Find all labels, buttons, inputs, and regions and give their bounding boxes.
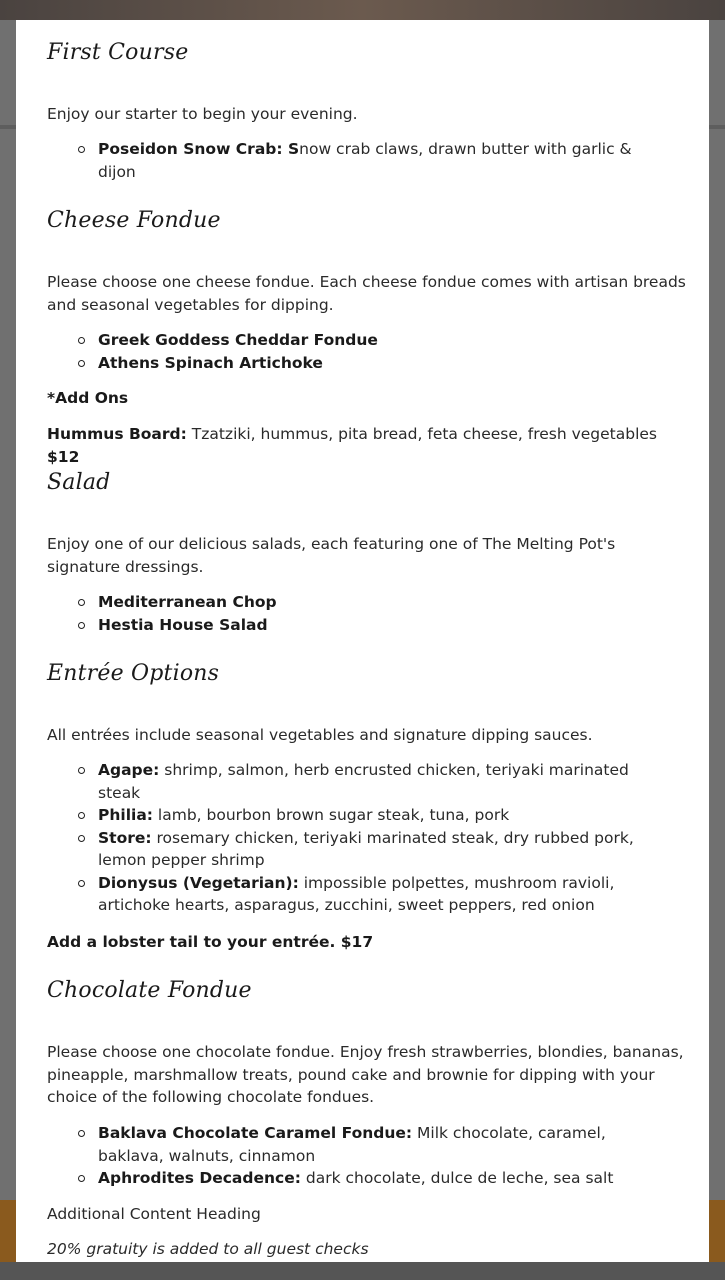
list-item: Poseidon Snow Crab: Snow crab claws, drawn butter with garlic & dijon [47,138,637,183]
list-item: Aphrodites Decadence: dark chocolate, dulce de leche, sea salt [47,1167,637,1190]
bullet-icon [78,337,85,344]
list-item: Baklava Chocolate Caramel Fondue: Milk chocolate, caramel, baklava, walnuts, cinnamon [47,1122,637,1167]
bullet-icon [78,599,85,606]
bullet-icon [78,767,85,774]
bullet-icon [78,812,85,819]
list-item: Agape: shrimp, salmon, herb encrusted chicken, teriyaki marinated steak [47,759,637,804]
chocolate-fondue-list [47,1122,637,1190]
add-on-hummus-board: Hummus Board: Tzatziki, hummus, pita bread, feta cheese, fresh vegetables $12 [47,425,658,466]
section-title-chocolate-fondue: Chocolate Fondue [47,978,252,1003]
list-item: Dionysus (Vegetarian): impossible polpettes, mushroom ravioli, artichoke hearts, asparagus, zucchini, sweet peppers, red onion [47,872,637,917]
list-item: Philia: lamb, bourbon brown sugar steak, tuna, pork [47,804,637,827]
bullet-icon [78,835,85,842]
first-course-intro: Enjoy our starter to begin your evening. [47,105,358,123]
bullet-icon [78,622,85,629]
bullet-icon [78,146,85,153]
background-header [0,0,725,20]
first-course-list [47,138,637,183]
salad-intro: Enjoy one of our delicious salads, each featuring one of The Melting Pot's signature dressings. [47,535,616,576]
list-item: Greek Goddess Cheddar Fondue [47,329,637,352]
gratuity-note: 20% gratuity is added to all guest checks [47,1240,369,1258]
bullet-icon [78,1130,85,1137]
section-title-entree: Entrée Options [47,661,220,686]
menu-modal[interactable] [16,20,709,1262]
bullet-icon [78,880,85,887]
section-title-first-course: First Course [47,40,189,65]
cheese-fondue-intro: Please choose one cheese fondue. Each cheese fondue comes with artisan breads and seasonal vegetables for dipping. [47,273,686,314]
entree-intro: All entrées include seasonal vegetables and signature dipping sauces. [47,726,593,744]
section-title-salad: Salad [47,470,111,495]
lobster-upsell: Add a lobster tail to your entrée. $17 [47,933,374,951]
background-left [0,20,16,1280]
chocolate-fondue-intro: Please choose one chocolate fondue. Enjoy fresh strawberries, blondies, bananas, pineapple, marshmallow treats, pound cake and brownie for dipping with your choice of the following chocolate fondues. [47,1043,684,1106]
add-ons-label: *Add Ons [47,389,129,407]
salad-list [47,591,637,636]
list-item: Athens Spinach Artichoke [47,352,637,375]
background-right [709,20,725,1280]
list-item: Hestia House Salad [47,614,637,637]
additional-content-heading: Additional Content Heading [47,1205,261,1223]
list-item: Mediterranean Chop [47,591,637,614]
bullet-icon [78,360,85,367]
list-item: Store: rosemary chicken, teriyaki marinated steak, dry rubbed pork, lemon pepper shrimp [47,827,637,872]
bullet-icon [78,1175,85,1182]
entree-list [47,759,637,917]
section-title-cheese-fondue: Cheese Fondue [47,208,221,233]
cheese-fondue-list [47,329,637,374]
